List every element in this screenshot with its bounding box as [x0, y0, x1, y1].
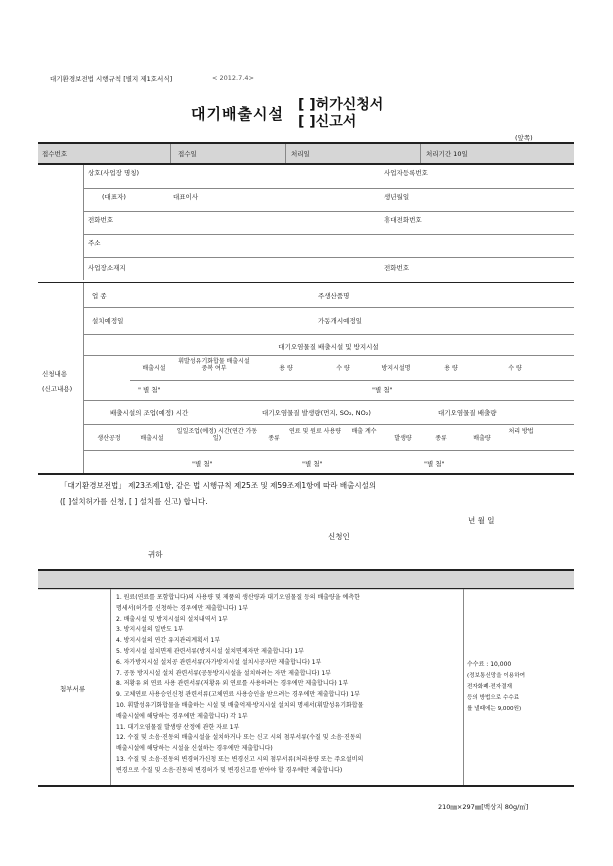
biz-number-label: 사업자등록번호 — [384, 169, 428, 177]
product-label: 주생산품명 — [318, 292, 350, 300]
statement-line-2: ([ ]설치허가를 신청, [ ] 설치를 신고) 합니다. — [60, 497, 208, 506]
list-item: 12. 수질 및 소음·진동의 배출시설을 설치하거나 또는 신고 시의 첨부서류(수질 및 소음·진동의 — [116, 734, 362, 742]
col-kind-2: 종류 — [435, 435, 447, 442]
law-reference: 대기환경보전법 시행규칙 [별지 제1호서식] — [50, 75, 173, 83]
phone-label: 전화번호 — [88, 216, 114, 224]
fee-note-3: 등의 방법으로 수수료 — [467, 695, 520, 701]
list-item: 2. 배출시설 및 방지시설의 설치내역서 1부 — [116, 615, 228, 623]
side-note: (앞쪽) — [515, 134, 533, 142]
col-prevention: 방지시설명 — [381, 365, 411, 372]
list-item: 5. 방지시설 설치면제 관련서류(방지시설 설치면제자만 제출합니다) 1부 — [116, 647, 304, 655]
company-name-label: 상호(사업장 명칭) — [88, 169, 140, 177]
col-quantity-2: 수 량 — [508, 365, 522, 372]
attach-note-c: "별 첨" — [424, 460, 445, 468]
attach-note-1: " 별 첨" — [138, 386, 161, 394]
attachments-label: 첨부서류 — [60, 685, 86, 693]
col-emission-facility: 배출시설 — [142, 365, 166, 372]
attach-note-a: "별 첨" — [192, 460, 213, 468]
list-item: 13. 수질 및 소음·진동의 변경허가신청 또는 변경신고 시의 첨부서류(처리용량 또는 주요설비의 — [116, 755, 364, 763]
receipt-date: 접수일 — [178, 150, 197, 158]
representative-label: (대표자) — [102, 193, 126, 201]
list-item: 6. 자가방지시설 설치공 관련서류(자가방지시설 설치시공자만 제출합니다) 1부 — [116, 658, 322, 666]
list-item: 변경으로 수질 및 소음·진동의 변경허가 및 변경신고를 받아야 할 경우에만 제출합니다) — [116, 766, 343, 774]
list-item: 4. 방지시설의 연간 유지관리계획서 1부 — [116, 637, 221, 645]
fee-note-1: (정보통신망을 이용하여 — [467, 673, 525, 679]
addressee-line: 귀하 — [148, 550, 163, 559]
col-facility: 배출시설 — [140, 435, 164, 442]
amend-date: < 2012.7.4> — [212, 74, 254, 82]
col-voc: 휘발성유기화합물 배출시설 중복 여부 — [178, 358, 250, 372]
list-item: 7. 공동 방지시설 설치 관련서류(공동방지시설을 설치하려는 자만 제출합니다) 1부 — [116, 669, 331, 677]
attachments-list — [116, 593, 363, 777]
title-option-report: [ ]신고서 — [298, 114, 357, 130]
list-item: 배출시설에 해당하는 시설을 신설하는 경우에만 제출합니다) — [116, 745, 273, 753]
statement-line-1: 「대기환경보전법」 제23조제1항, 같은 법 시행규칙 제25조 및 제59조제1항에 따라 배출시설의 — [60, 481, 377, 490]
form-title: 대기배출시설 — [191, 105, 284, 123]
col-fuel-usage: 연료 및 원료 사용량 — [288, 428, 342, 435]
col-capacity: 용 량 — [279, 365, 293, 372]
process-date: 처리일 — [291, 150, 310, 158]
fee-note-4: 를 낼때에는 9,000원) — [467, 706, 522, 712]
col-capacity-2: 용 량 — [444, 365, 458, 372]
fee-amount: 수수료 : 10,000 — [467, 661, 512, 668]
operation-time-label: 배출시설의 조업(예정) 시간 — [110, 409, 189, 417]
col-emission-coef: 배출 계수 — [351, 428, 377, 435]
site-address-label: 사업장소재지 — [88, 264, 126, 272]
col-method: 처리 방법 — [508, 428, 534, 435]
list-item: 8. 저황유 외 연료 사용 관련서류(저황유 외 연료를 사용하려는 경우에만 제출합니다) 1부 — [116, 680, 349, 688]
list-item: 10. 휘발성유기화합물을 배출하는 시설 및 배출억제·방지시설 설치의 명세서(휘발성유기화합물 — [116, 701, 364, 709]
pollutant-emission-label: 대기오염물질 배출량 — [438, 409, 497, 417]
content-side-label-2: (신고내용) — [42, 385, 73, 393]
col-process: 생산공정 — [97, 435, 121, 442]
content-side-label: 신청내용 — [42, 370, 68, 378]
list-item: 배출시설에 해당하는 경우에만 제출합니다) 각 1부 — [116, 712, 248, 720]
address-label: 주소 — [88, 239, 101, 247]
list-item: 11. 대기오염물질 발생량 산정에 관한 자료 1부 — [116, 723, 240, 731]
fee-note-2: 전자화폐·전자결재 — [467, 684, 513, 690]
col-generation: 발생량 — [394, 435, 412, 442]
date-line: 년 월 일 — [468, 516, 495, 525]
process-period: 처리기간 10일 — [426, 150, 468, 158]
attachments-spacer-bar — [38, 569, 574, 590]
col-output: 배출량 — [473, 435, 491, 442]
list-item: 3. 방지시설의 일반도 1부 — [116, 626, 184, 634]
col-daily-time: 일일조업(예정) 시간(연간 가동일) — [176, 428, 258, 442]
install-date-label: 설치예정일 — [92, 317, 124, 325]
industry-label: 업 종 — [92, 292, 107, 300]
operation-date-label: 가동개시예정일 — [318, 317, 362, 325]
pollutant-generation-label: 대기오염물질 발생량(먼지, SO₂, NO₂) — [262, 409, 371, 417]
facility-section-title: 대기오염물질 배출시설 및 방지시설 — [278, 343, 379, 351]
representative-name: 대표이사 — [173, 193, 199, 201]
list-item: 9. 고체연료 사용승인신청 관련서류(고체연료 사용승인을 받으려는 경우에만 제출합니다) 1부 — [116, 691, 360, 699]
paper-spec: 210㎜×297㎜[백상지 80g/㎡] — [438, 803, 529, 811]
list-item: 1. 원료(연료를 포함합니다)의 사용량 및 제품의 생산량과 대기오염물질 등의 배출량을 예측한 — [116, 594, 360, 601]
col-kind: 종류 — [268, 435, 280, 442]
birth-date-label: 생년월일 — [384, 193, 410, 201]
col-quantity: 수 량 — [336, 365, 350, 372]
mobile-label: 휴대전화번호 — [384, 216, 422, 224]
list-item: 명세서(허가를 신청하는 경우에만 제출합니다) 1부 — [116, 604, 249, 612]
attach-note-b: "별 첨" — [302, 460, 323, 468]
attach-note-2: "별 첨" — [372, 386, 393, 394]
receipt-number: 접수번호 — [42, 150, 68, 158]
applicant-line: 신청인 — [328, 532, 350, 541]
site-phone-label: 전화번호 — [384, 264, 410, 272]
title-option-permit: [ ]허가신청서 — [298, 97, 384, 113]
